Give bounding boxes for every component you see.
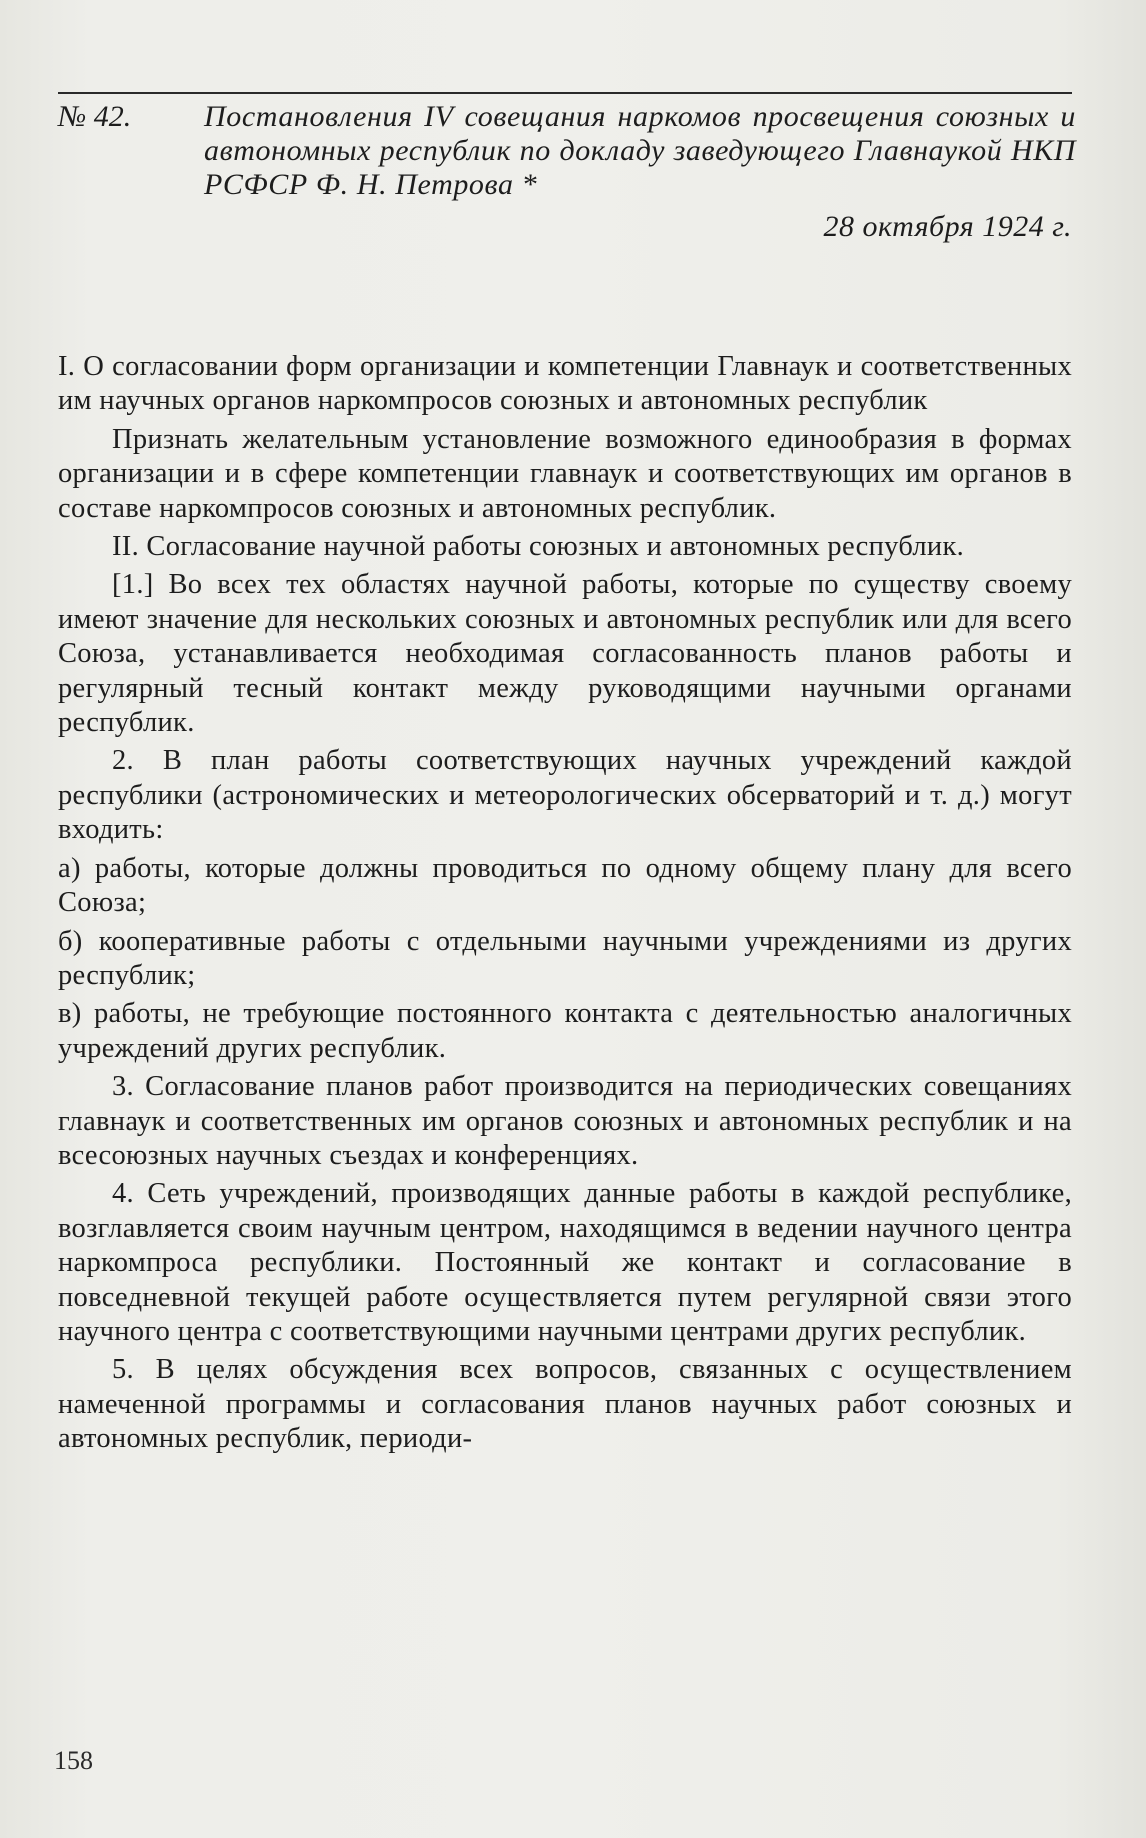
section-heading-1: I. О согласовании форм организации и компетенции Главнаук и соответственных им научных органов наркомпросов союзных и автономных республик (58, 351, 1072, 417)
page-number: 158 (54, 1746, 93, 1775)
document-title: Постановления IV совещания наркомов просвещения союзных и автономных республик по докладу заведующего Главнаукой НКП РСФСР Ф. Н. Петрова * (204, 100, 1076, 201)
document-body (58, 350, 1072, 1461)
document-date: 28 октября 1924 г. (823, 210, 1072, 243)
document-heading (58, 100, 1076, 244)
paragraph: 2. В план работы соответствующих научных учреждений каждой республики (астрономических и метеорологических обсерваторий и т. д.) могут входить: (58, 745, 1072, 846)
section-heading-2: II. Согласование научной работы союзных и автономных республик. (112, 531, 965, 563)
paragraph: 5. В целях обсуждения всех вопросов, связанных с осуществлением намеченной программы и согласования планов научных работ союзных и автономных республик, периоди- (58, 1354, 1072, 1455)
paragraph: Признать желательным установление возможного единообразия в формах организации и в сфере компетенции главнаук и соответствующих им органов в составе наркомпросов союзных и автономных республик. (58, 423, 1072, 524)
list-item: в) работы, не требующие постоянного контакта с деятельностью аналогичных учреждений других республик. (58, 998, 1072, 1064)
paragraph: 3. Согласование планов работ производится на периодических совещаниях главнаук и соответственных им органов союзных и автономных республик и на всесоюзных научных съездах и конференциях. (58, 1071, 1072, 1171)
header-rule (58, 92, 1072, 94)
paragraph: [1.] Во всех тех областях научной работы, которые по существу своему имеют значение для нескольких союзных и автономных республик или для всего Союза, устанавливается необходимая согласованность планов работы и регулярный тесный контакт между руководящими научными органами республик. (58, 569, 1072, 739)
list-item: б) кооперативные работы с отдельными научными учреждениями из других республик; (58, 925, 1072, 991)
paragraph: 4. Сеть учреждений, производящих данные работы в каждой республике, возглавляется своим научным центром, находящимся в ведении научного центра наркомпроса республики. Постоянный же контакт и согласование в повседневной текущей работе осуществляется путем регулярной связи этого научного центра с соответствующими научными центрами других республик. (58, 1178, 1072, 1347)
document-number: № 42. (58, 100, 132, 133)
list-item: а) работы, которые должны проводиться по одному общему плану для всего Союза; (58, 852, 1072, 919)
